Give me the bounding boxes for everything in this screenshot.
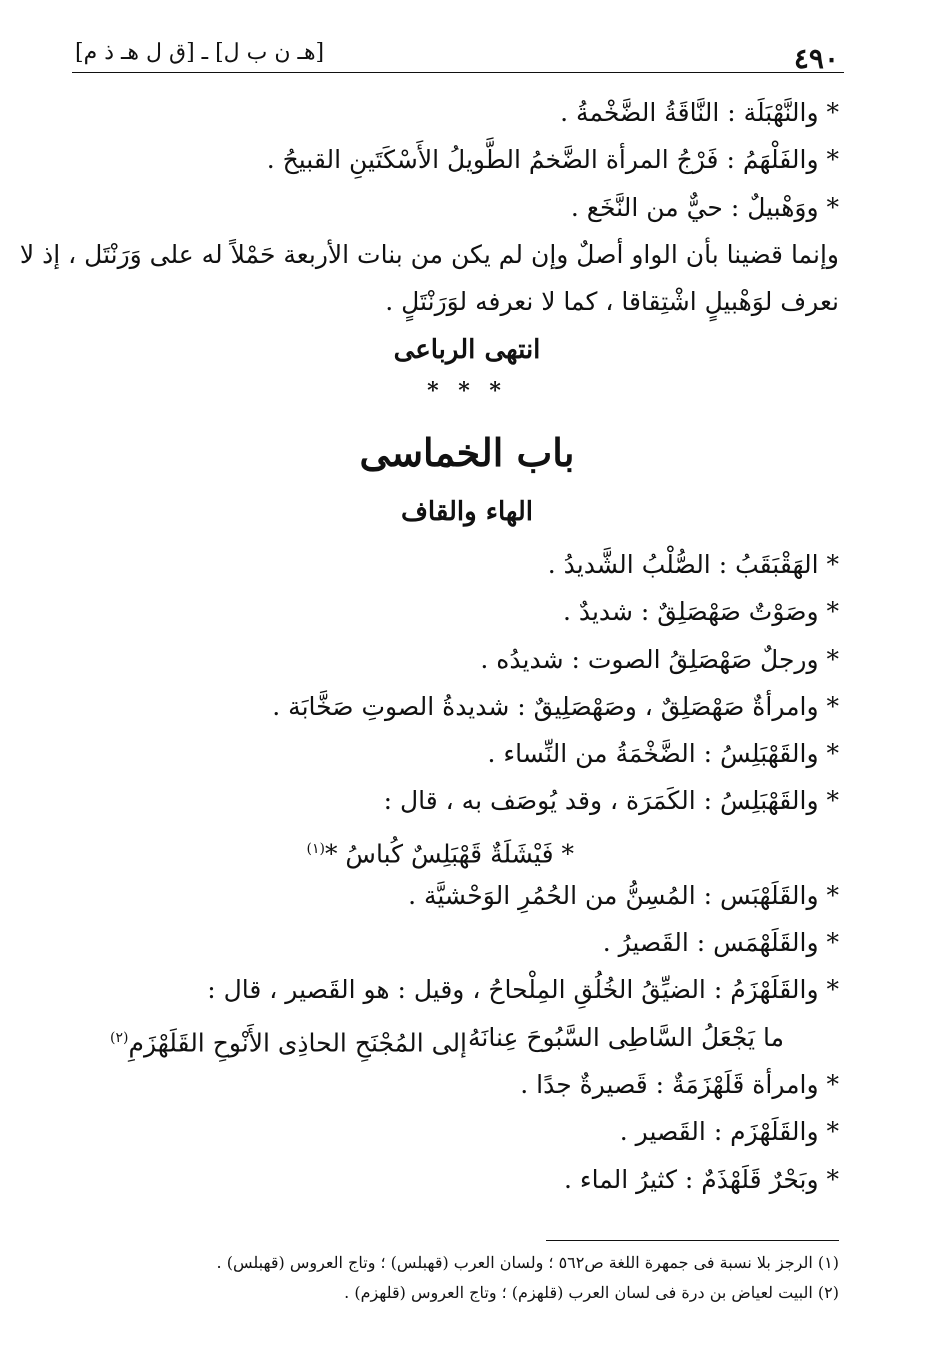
running-head: [هـ ن ب ل] ـ [ق ل هـ ذ م]: [75, 40, 325, 65]
footnote-marker: (٢): [110, 1030, 129, 1046]
verse-hemistich: ما يَجْعَلُ السَّاطِى السَّبُوحَ عِنانَهُ: [467, 1023, 784, 1052]
header-rule: [72, 72, 844, 73]
entry-line: * وامرأةٌ صَهْصَلِقٌ ، وصَهْصَلِيقٌ : شديدةُ الصوتِ صَخَّابَة .: [272, 692, 839, 721]
verse-text: إلى المُجْنَحِ الحاذِى الأَنْوحِ القَلَهْزَمِ: [128, 1028, 468, 1058]
entry-line: * والقَلَهْبَس : المُسِنُّ من الحُمُرِ الوَحْشيَّة .: [408, 881, 839, 910]
end-title: انتهى الرباعى: [393, 335, 541, 365]
entry-line: * والنَّهْبَلَة : النَّاقَةُ الضَّخْمةُ .: [560, 98, 839, 127]
verse-text: * فَيْشَلَةٌ قَهْبَلِسٌ كُباسُ *: [324, 839, 574, 869]
footnote-marker: (١): [306, 841, 325, 857]
entry-line: * وصَوْتٌ صَهْصَلِقٌ : شديدٌ .: [562, 597, 839, 626]
entry-line: * والفَلْهَمُ : فَرْجُ المرأة الضَّخمُ الطَّويلُ الأَسْكَتَينِ القبيحُ .: [266, 145, 839, 174]
entry-line: * والقَلَهْزَم : القَصير .: [619, 1117, 839, 1146]
paragraph-line: نعرف لوَهْبيلٍ اشْتِقاقا ، كما لا نعرفه لوَرَنْتَلٍ .: [385, 287, 839, 316]
entry-line: * والقَهْبَلِسُ : الضَّخْمَةُ من النِّساء .: [487, 739, 839, 768]
stars-divider: * * *: [427, 378, 507, 404]
entry-line: * والقَلَهْزَمُ : الضيِّقُ الخُلُقِ المِلْحاحُ ، وقيل : هو القَصير ، قال :: [207, 975, 839, 1004]
verse-line: [307, 829, 574, 874]
footnote: (١) الرجز بلا نسبة فى جمهرة اللغة ص٥٦٢ ؛ ولسان العرب (قهبلس) ؛ وتاج العروس (قهبلس) .: [216, 1253, 839, 1272]
chapter-title: باب الخماسى: [359, 430, 575, 475]
entry-line: * ووَهْبيلٌ : حيٌّ من النَّخَع .: [570, 193, 839, 222]
footnote: (٢) البيت لعياض بن درة فى لسان العرب (قلهزم) ؛ وتاج العروس (قلهزم) .: [344, 1283, 839, 1302]
paragraph-line: وإنما قضينا بأن الواو أصلٌ وإن لم يكن من بنات الأربعة حَمْلاً له على وَرَنْتَل ، إذ لا: [19, 240, 839, 269]
entry-line: * الهَقْبَقَبُ : الصُّلْبُ الشَّديدُ .: [547, 550, 839, 579]
entry-line: * وامرأة قَلَهْزَمَةٌ : قَصيرةٌ جدًا .: [520, 1070, 839, 1099]
entry-line: * والقَلَهْمَس : القَصيرُ .: [602, 928, 839, 957]
entry-line: * والقَهْبَلِسُ : الكَمَرَة ، وقد يُوصَف به ، قال :: [383, 786, 839, 815]
entry-line: * وبَحْرٌ قَلَهْذَمٌ : كثيرُ الماء .: [563, 1165, 839, 1194]
section-title: الهاء والقاف: [400, 497, 534, 527]
entry-line: * ورجلٌ صَهْصَلِقُ الصوت : شديدُه .: [480, 645, 839, 674]
footnote-rule: [546, 1240, 839, 1241]
page-number: ٤٩٠: [793, 42, 839, 75]
verse-hemistich: [110, 1018, 467, 1063]
